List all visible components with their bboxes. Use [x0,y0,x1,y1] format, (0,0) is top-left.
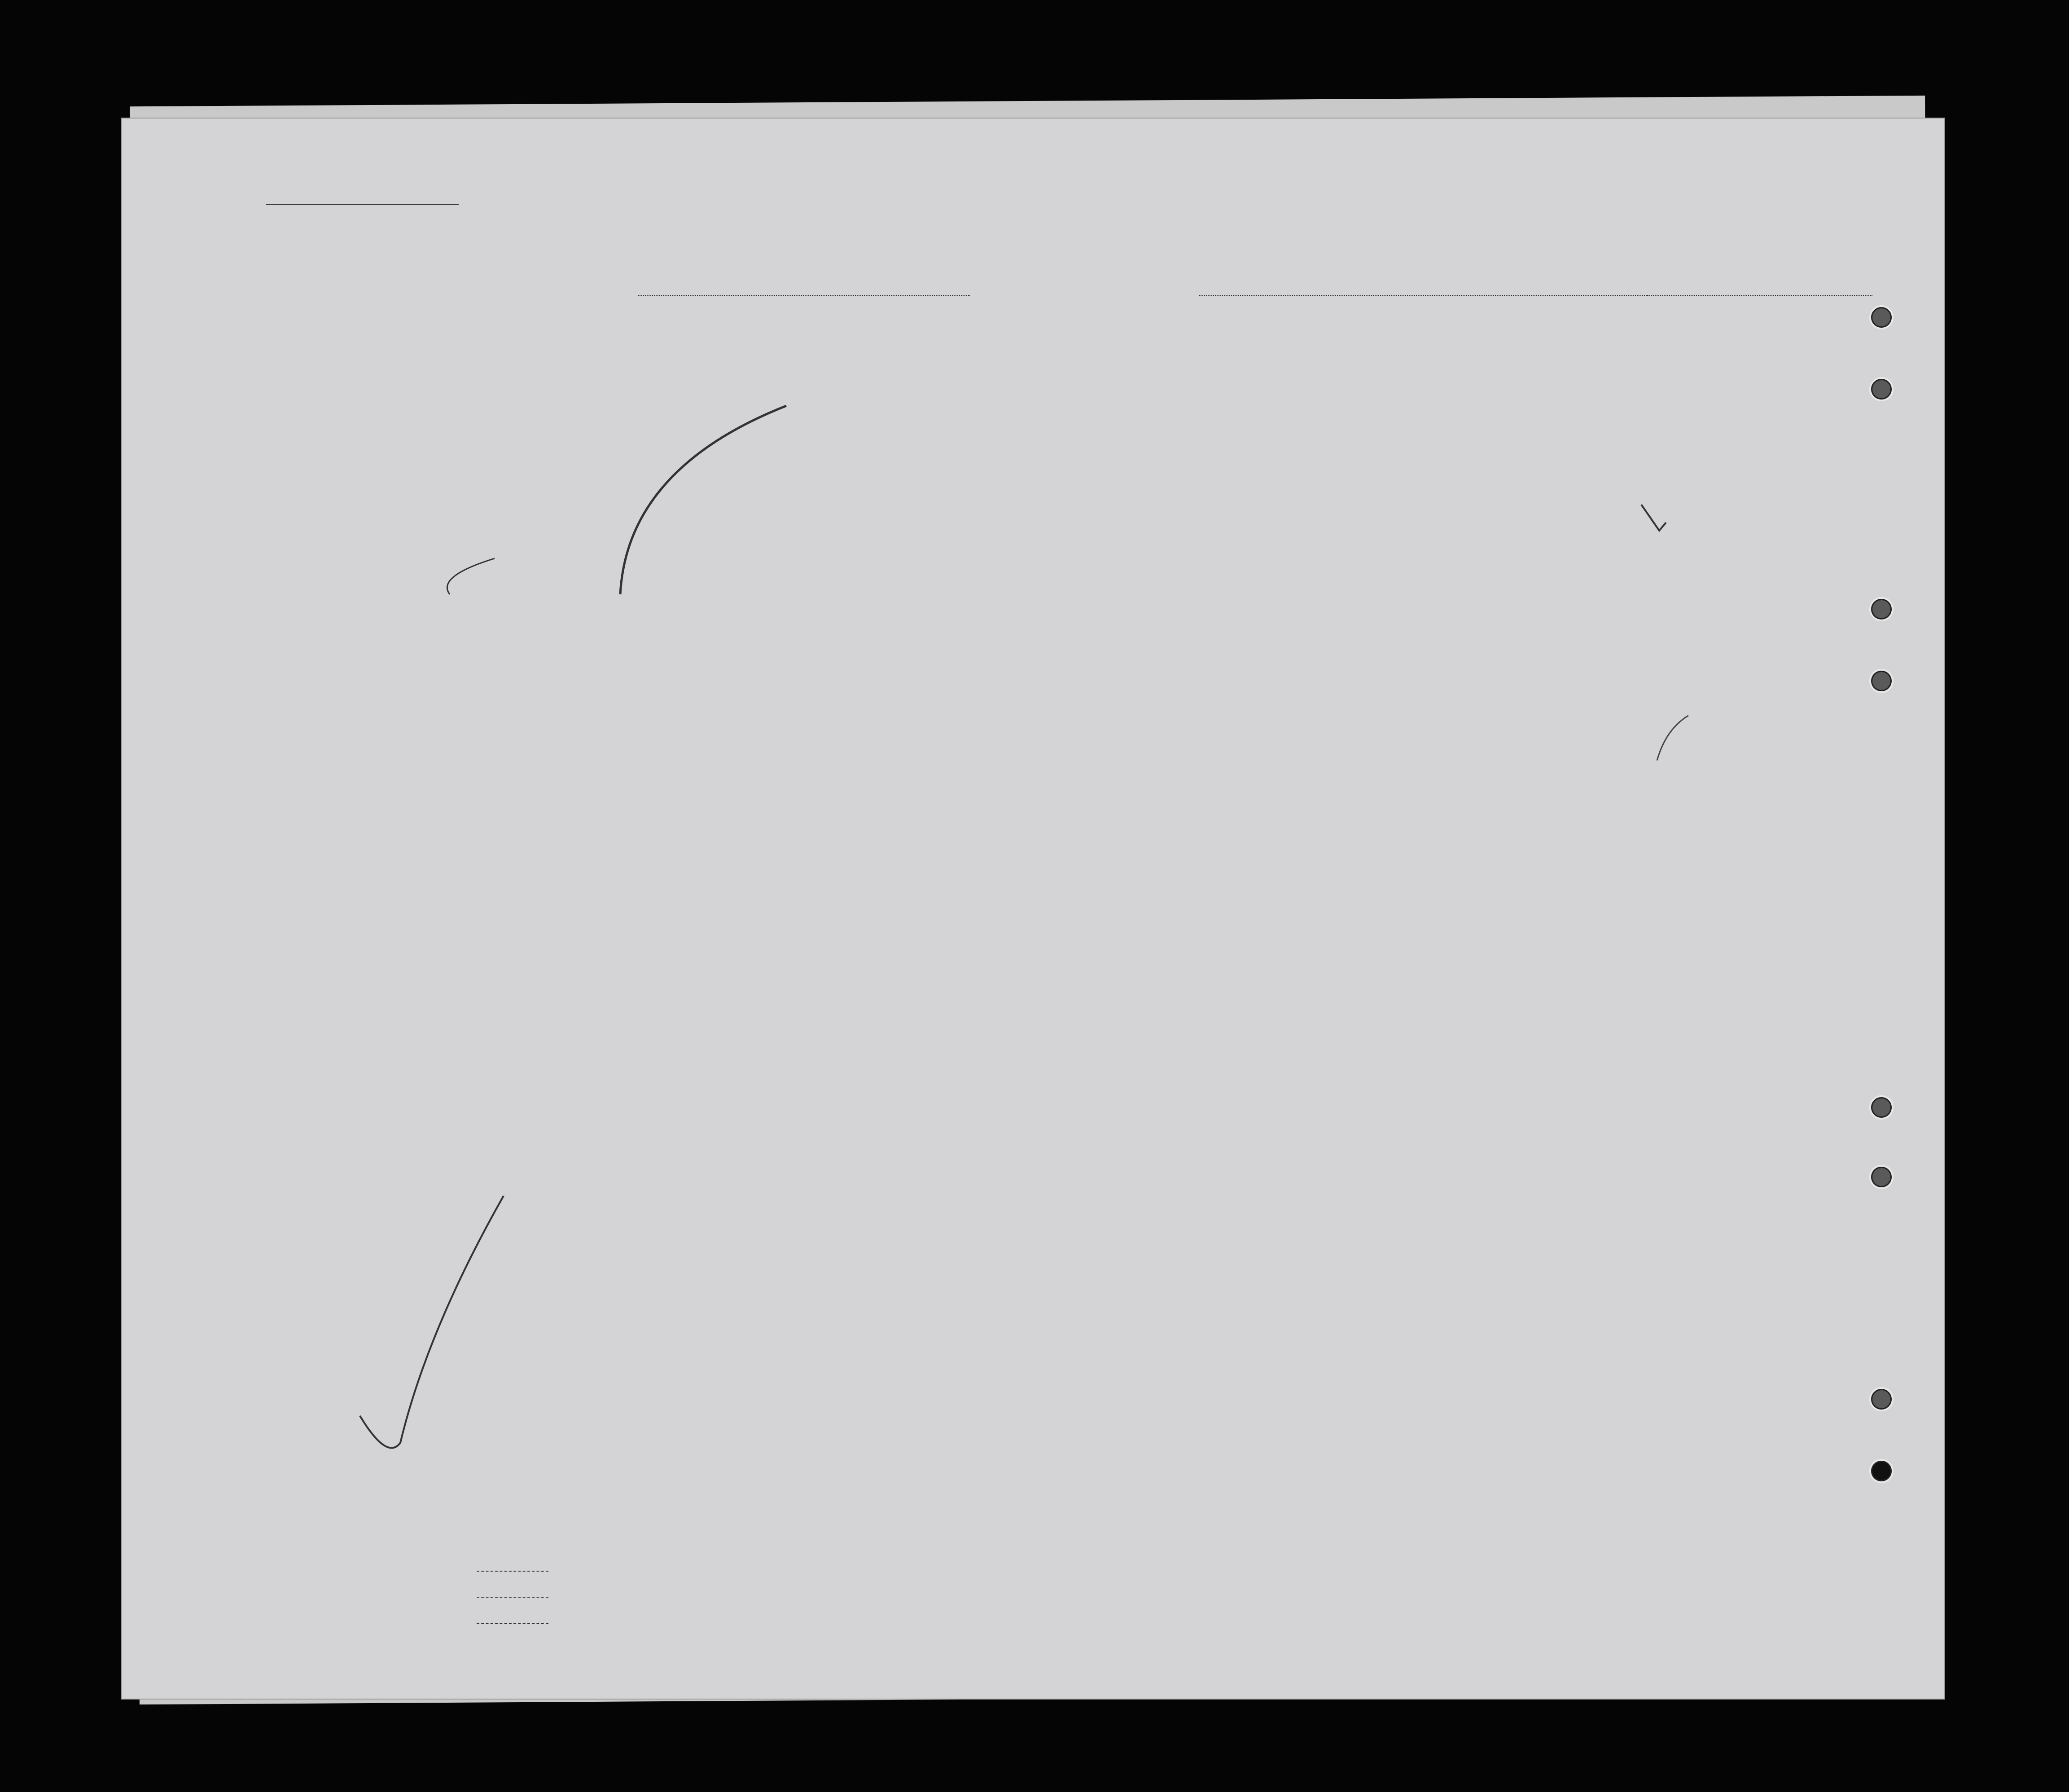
binder-hole [1869,1095,1894,1120]
binder-hole [1869,1165,1894,1189]
footer-line-aliens [477,1623,548,1624]
manifest-sheet [121,118,1945,1700]
binder-hole [1869,597,1894,621]
binder-hole [1869,1459,1894,1483]
binder-hole [1869,377,1894,401]
footer-line-total [477,1571,548,1572]
binder-hole [1869,305,1894,329]
binder-hole [1869,1387,1894,1411]
footer-line-citizens [477,1597,548,1598]
pen-marks [122,119,1944,1699]
binder-hole [1869,669,1894,693]
